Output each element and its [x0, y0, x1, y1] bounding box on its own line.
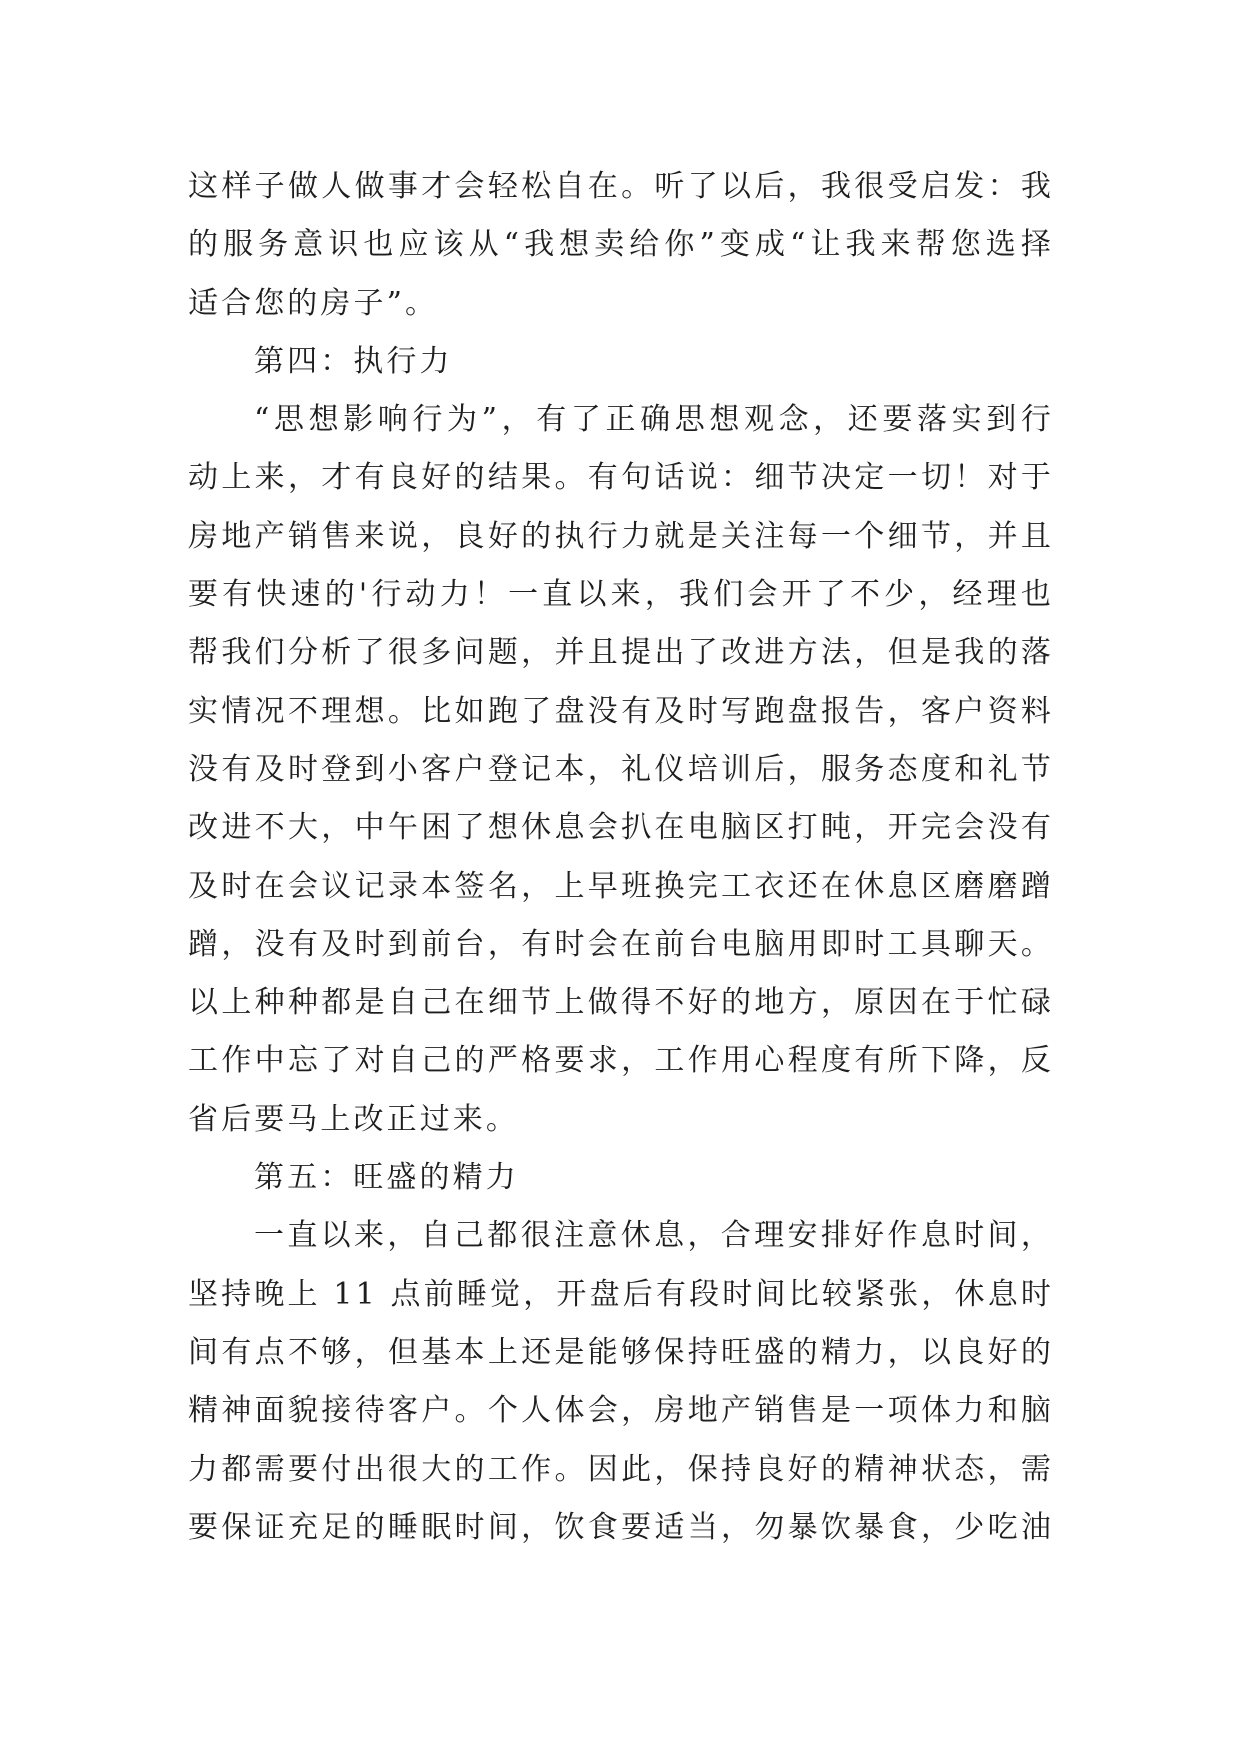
- text-line: 一直以来，自己都很注意休息，合理安排好作息时间，: [254, 1218, 1054, 1254]
- text-line: 坚持晚上 11 点前睡觉，开盘后有段时间比较紧张，休息时: [188, 1276, 1054, 1312]
- text-line: “思想影响行为”，有了正确思想观念，还要落实到行: [254, 402, 1054, 438]
- text-line: 以上种种都是自己在细节上做得不好的地方，原因在于忙碌: [188, 985, 1054, 1021]
- text-line: 的服务意识也应该从“我想卖给你”变成“让我来帮您选择: [188, 227, 1054, 263]
- text-line: 房地产销售来说，良好的执行力就是关注每一个细节，并且: [188, 518, 1054, 554]
- text-line: 蹭，没有及时到前台，有时会在前台电脑用即时工具聊天。: [188, 926, 1054, 962]
- text-line: 精神面貌接待客户。个人体会，房地产销售是一项体力和脑: [188, 1393, 1054, 1429]
- text-line: 动上来，才有良好的结果。有句话说：细节决定一切！对于: [188, 460, 1054, 496]
- document-body: [188, 158, 1054, 1557]
- text-line: 及时在会议记录本签名，上早班换完工衣还在休息区磨磨蹭: [188, 868, 1054, 904]
- text-line: 帮我们分析了很多问题，并且提出了改进方法，但是我的落: [188, 635, 1054, 671]
- text-line: 力都需要付出很大的工作。因此，保持良好的精神状态，需: [188, 1451, 1054, 1487]
- text-line: 省后要马上改正过来。: [188, 1101, 519, 1137]
- text-line: 适合您的房子”。: [188, 285, 439, 321]
- text-line: 间有点不够，但基本上还是能够保持旺盛的精力，以良好的: [188, 1334, 1054, 1370]
- text-line: 改进不大，中午困了想休息会扒在电脑区打盹，开完会没有: [188, 810, 1054, 846]
- paragraph: [188, 1207, 1054, 1557]
- text-line: 这样子做人做事才会轻松自在。听了以后，我很受启发：我: [188, 169, 1054, 204]
- text-line: 工作中忘了对自己的严格要求，工作用心程度有所下降，反: [188, 1043, 1054, 1079]
- text-line: 要有快速的'行动力！一直以来，我们会开了不少，经理也: [188, 577, 1054, 613]
- text-line: 没有及时登到小客户登记本，礼仪培训后，服务态度和礼节: [188, 751, 1054, 787]
- paragraph: [188, 391, 1054, 1149]
- section-heading: 第五：旺盛的精力: [254, 1160, 519, 1196]
- paragraph: [188, 158, 1054, 333]
- text-line: 实情况不理想。比如跑了盘没有及时写跑盘报告，客户资料: [188, 693, 1054, 729]
- section-heading: 第四：执行力: [254, 343, 453, 379]
- text-line: 要保证充足的睡眠时间，饮食要适当，勿暴饮暴食，少吃油: [188, 1509, 1054, 1545]
